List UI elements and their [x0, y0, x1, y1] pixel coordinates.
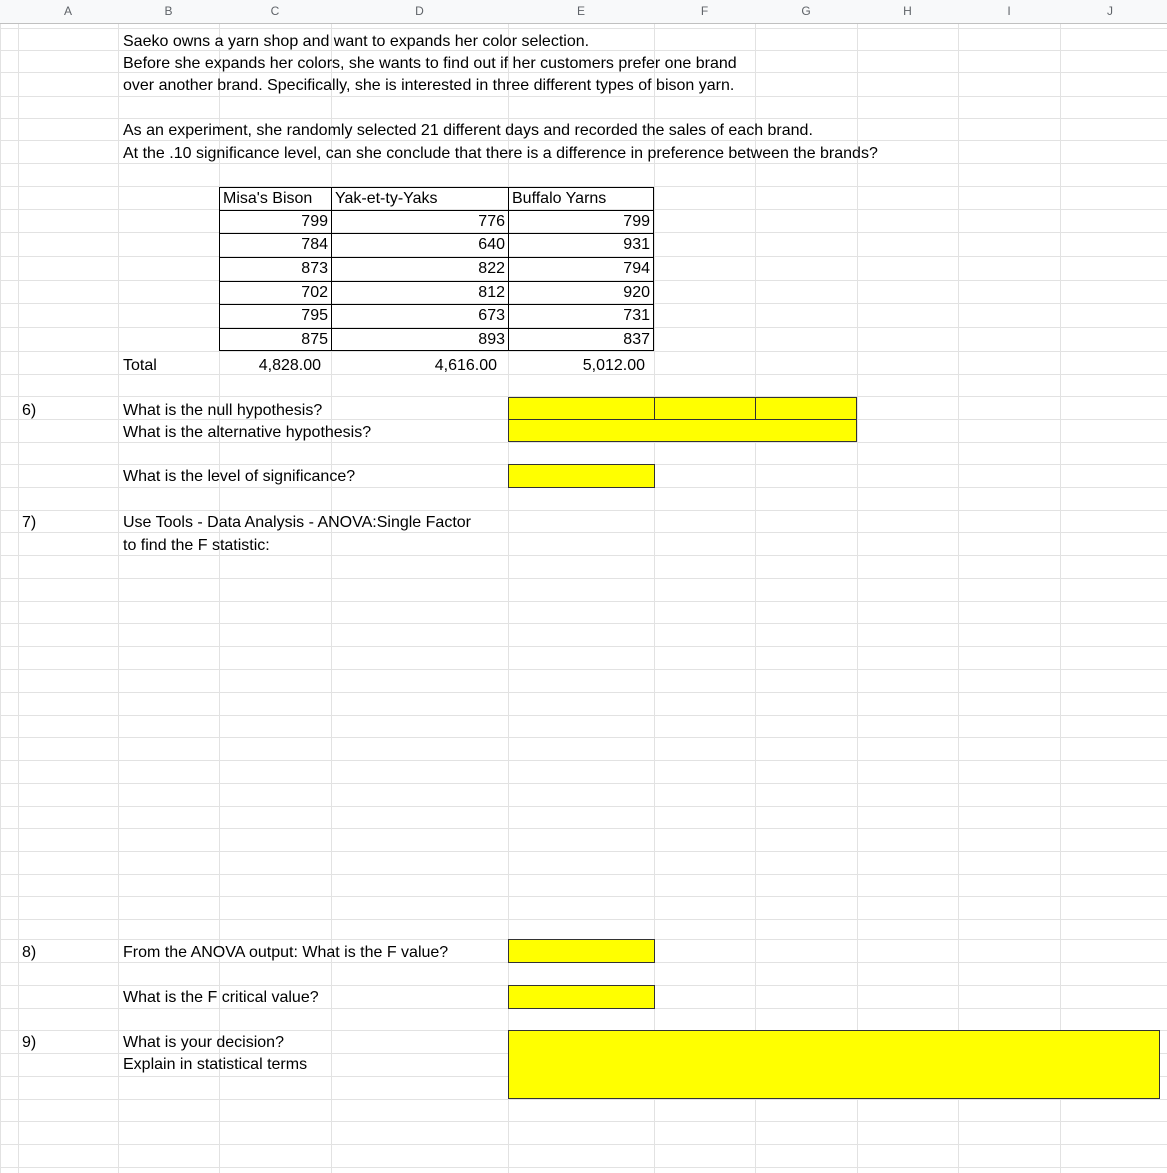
table-cell[interactable]: 920 — [508, 281, 654, 304]
column-header-d[interactable]: D — [415, 4, 424, 18]
f-critical-prompt: What is the F critical value? — [123, 989, 319, 1006]
column-header-i[interactable]: I — [1007, 4, 1011, 18]
intro-line-3: over another brand. Specifically, she is interested in three different types of bison yarn. — [123, 77, 735, 94]
explain-prompt: Explain in statistical terms — [123, 1056, 308, 1073]
total-yak-et-ty-yaks: 4,616.00 — [434, 357, 497, 374]
intro-line-1: Saeko owns a yarn shop and want to expands her color selection. — [123, 33, 590, 50]
table-header-cell[interactable]: Yak-et-ty-Yaks — [331, 187, 508, 210]
column-header-b[interactable]: B — [164, 4, 173, 18]
total-misas-bison: 4,828.00 — [258, 357, 321, 374]
column-header-f[interactable]: F — [700, 4, 709, 18]
f-critical-answer-cell[interactable] — [508, 985, 655, 1009]
table-cell[interactable]: 673 — [331, 304, 508, 328]
alternative-hypothesis-answer-cell[interactable] — [508, 419, 857, 442]
null-hypothesis-prompt: What is the null hypothesis? — [123, 402, 323, 419]
null-hypothesis-answer-cell-1[interactable] — [508, 397, 655, 420]
significance-answer-cell[interactable] — [508, 464, 655, 488]
column-header-g[interactable]: G — [801, 4, 811, 18]
anova-instruction-line-1: Use Tools - Data Analysis - ANOVA:Single Factor — [123, 514, 471, 531]
f-value-prompt: From the ANOVA output: What is the F value? — [123, 944, 449, 961]
table-cell[interactable]: 893 — [331, 328, 508, 351]
table-cell[interactable]: 799 — [219, 210, 331, 233]
column-header-h[interactable]: H — [903, 4, 912, 18]
f-value-answer-cell[interactable] — [508, 939, 655, 963]
table-cell[interactable]: 931 — [508, 233, 654, 257]
column-header-e[interactable]: E — [576, 4, 585, 18]
table-cell[interactable]: 794 — [508, 257, 654, 281]
table-cell[interactable]: 822 — [331, 257, 508, 281]
total-buffalo-yarns: 5,012.00 — [582, 357, 645, 374]
anova-instruction-line-2: to find the F statistic: — [123, 537, 270, 554]
question-6-number: 6) — [22, 402, 37, 419]
column-header-c[interactable]: C — [270, 4, 280, 18]
alternative-hypothesis-prompt: What is the alternative hypothesis? — [123, 424, 372, 441]
table-cell[interactable]: 799 — [508, 210, 654, 233]
table-header-cell[interactable]: Misa's Bison — [219, 187, 331, 210]
intro-line-2: Before she expands her colors, she wants to find out if her customers prefer one brand — [123, 55, 737, 72]
table-cell[interactable]: 640 — [331, 233, 508, 257]
intro-line-4: As an experiment, she randomly selected 21 different days and recorded the sales of each brand. — [123, 122, 813, 139]
question-7-number: 7) — [22, 514, 37, 531]
table-cell[interactable]: 702 — [219, 281, 331, 304]
significance-prompt: What is the level of significance? — [123, 468, 356, 485]
table-cell[interactable]: 837 — [508, 328, 654, 351]
table-cell[interactable]: 731 — [508, 304, 654, 328]
column-header-a[interactable]: A — [63, 4, 72, 18]
decision-answer-cell[interactable] — [508, 1030, 1160, 1099]
total-label: Total — [123, 357, 157, 374]
table-cell[interactable]: 812 — [331, 281, 508, 304]
decision-prompt: What is your decision? — [123, 1034, 284, 1051]
question-9-number: 9) — [22, 1034, 37, 1051]
null-hypothesis-answer-cell-2[interactable] — [654, 397, 756, 420]
table-cell[interactable]: 875 — [219, 328, 331, 351]
column-header-j[interactable]: J — [1107, 4, 1113, 18]
table-cell[interactable]: 873 — [219, 257, 331, 281]
table-cell[interactable]: 784 — [219, 233, 331, 257]
question-8-number: 8) — [22, 944, 37, 961]
table-cell[interactable]: 795 — [219, 304, 331, 328]
table-header-cell[interactable]: Buffalo Yarns — [508, 187, 654, 210]
table-cell[interactable]: 776 — [331, 210, 508, 233]
null-hypothesis-answer-cell-3[interactable] — [755, 397, 857, 420]
intro-line-5: At the .10 significance level, can she conclude that there is a difference in preference between the brands? — [123, 145, 878, 162]
